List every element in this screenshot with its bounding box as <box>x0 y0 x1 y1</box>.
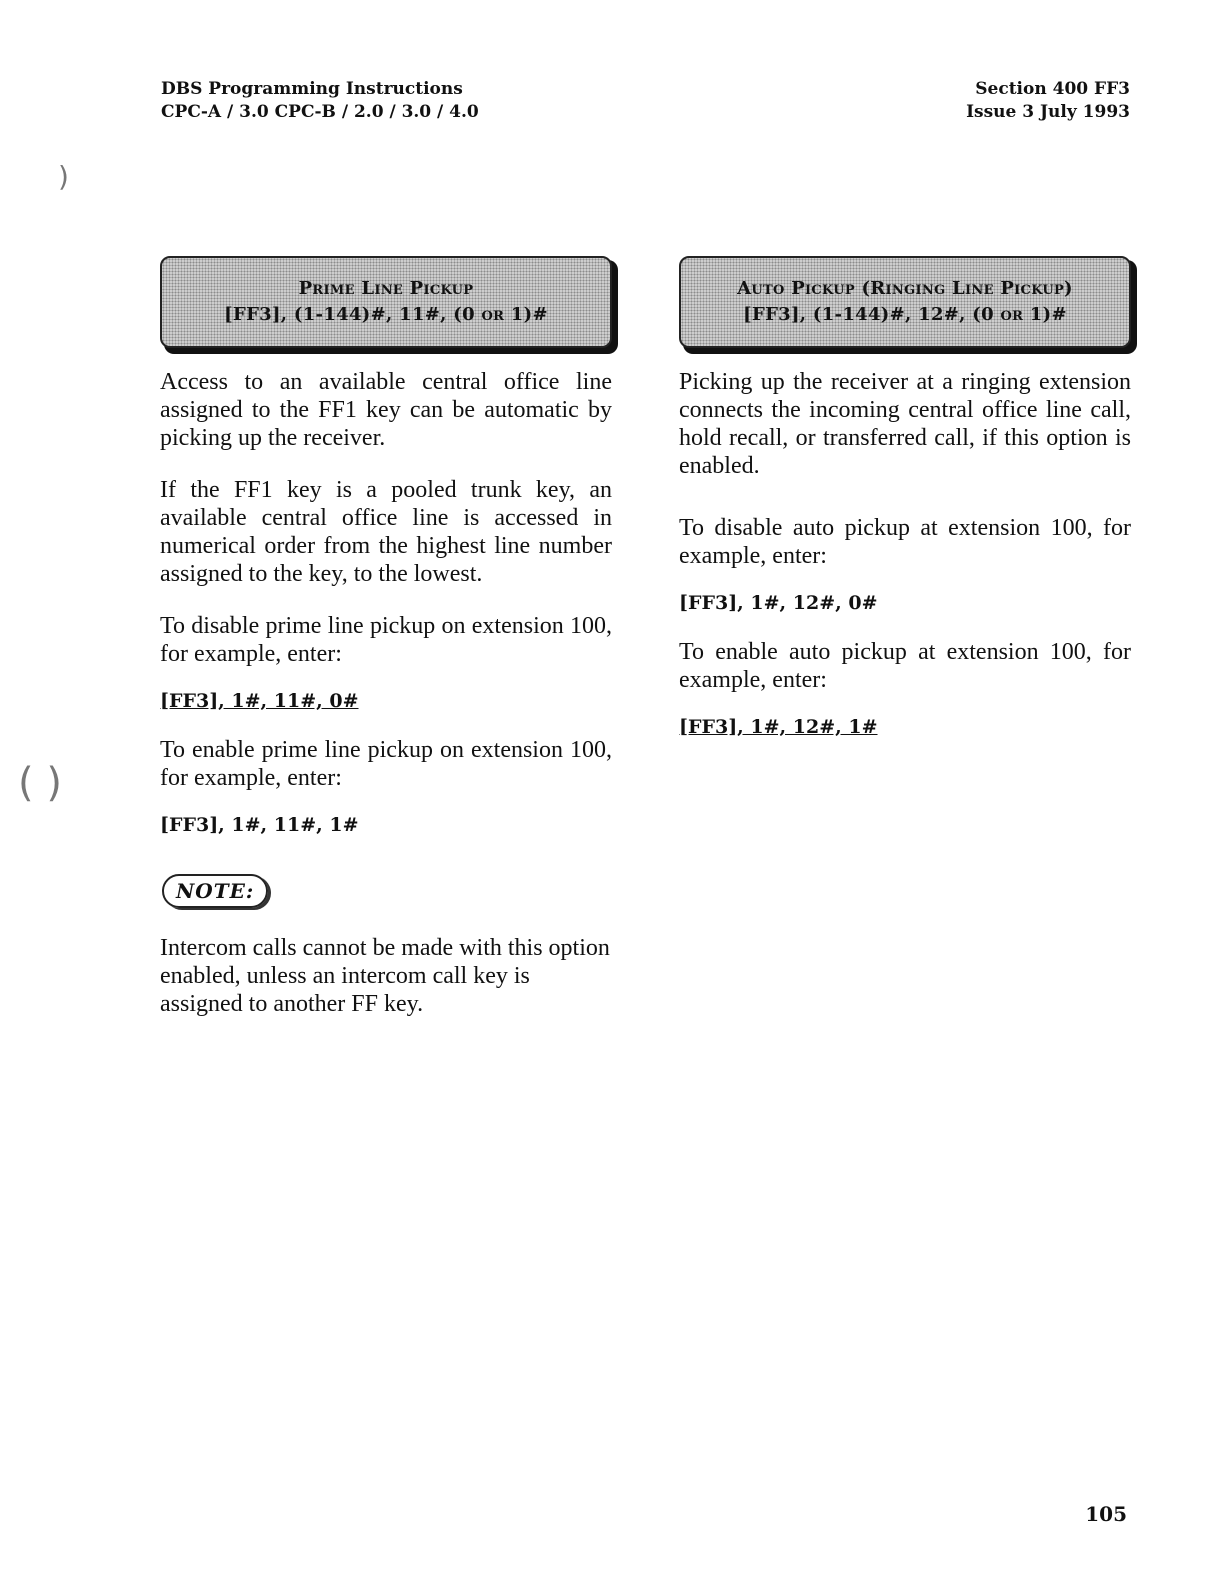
paragraph: To disable prime line pickup on extension 100, for example, enter: <box>160 613 612 667</box>
paragraph: To disable auto pickup at extension 100, for example, enter: <box>679 515 1131 569</box>
paragraph: Access to an available central office line assigned to the FF1 key can be automatic by picking up the receiver. <box>160 369 612 451</box>
command-disable: [FF3], 1#, 11#, 0# <box>160 690 359 712</box>
section-label: Section 400 FF3 <box>975 79 1130 99</box>
doc-title: DBS Programming Instructions <box>161 79 463 99</box>
paragraph: To enable prime line pickup on extension 100, for example, enter: <box>160 737 612 791</box>
paragraph: If the FF1 key is a pooled trunk key, an available central office line is accessed in numerical order from the highest line number assigned to the key, to the lowest. <box>160 477 612 587</box>
right-column <box>679 256 1131 762</box>
prime-line-pickup-title-box <box>160 256 612 354</box>
note-badge: NOTE: <box>162 874 268 908</box>
note-text: Intercom calls cannot be made with this option enabled, unless an intercom call key is assigned to another FF key. <box>160 935 610 1017</box>
margin-paren-mark: ) <box>58 160 69 193</box>
command-enable: [FF3], 1#, 12#, 1# <box>679 716 878 738</box>
margin-hole-mark: ( ) <box>18 760 62 806</box>
header-right <box>966 78 1130 124</box>
feature-syntax: [FF3], (1-144)#, 12#, (0 or 1)# <box>743 304 1067 325</box>
auto-pickup-title-box <box>679 256 1131 354</box>
feature-syntax: [FF3], (1-144)#, 11#, (0 or 1)# <box>224 304 548 325</box>
left-column <box>160 256 612 1042</box>
feature-title: Auto Pickup (Ringing Line Pickup) <box>737 278 1073 299</box>
feature-title: Prime Line Pickup <box>298 278 474 299</box>
issue-date: Issue 3 July 1993 <box>966 102 1130 122</box>
header-left <box>161 78 479 124</box>
title-box-face <box>679 256 1131 348</box>
title-box-face <box>160 256 612 348</box>
doc-versions: CPC-A / 3.0 CPC-B / 2.0 / 3.0 / 4.0 <box>161 102 479 122</box>
paragraph: Picking up the receiver at a ringing extension connects the incoming central office line call, hold recall, or transferred call, if this option is enabled. <box>679 369 1131 479</box>
command-disable: [FF3], 1#, 12#, 0# <box>679 592 878 614</box>
command-enable: [FF3], 1#, 11#, 1# <box>160 814 359 836</box>
paragraph: To enable auto pickup at extension 100, for example, enter: <box>679 639 1131 693</box>
page-number: 105 <box>1085 1502 1127 1526</box>
